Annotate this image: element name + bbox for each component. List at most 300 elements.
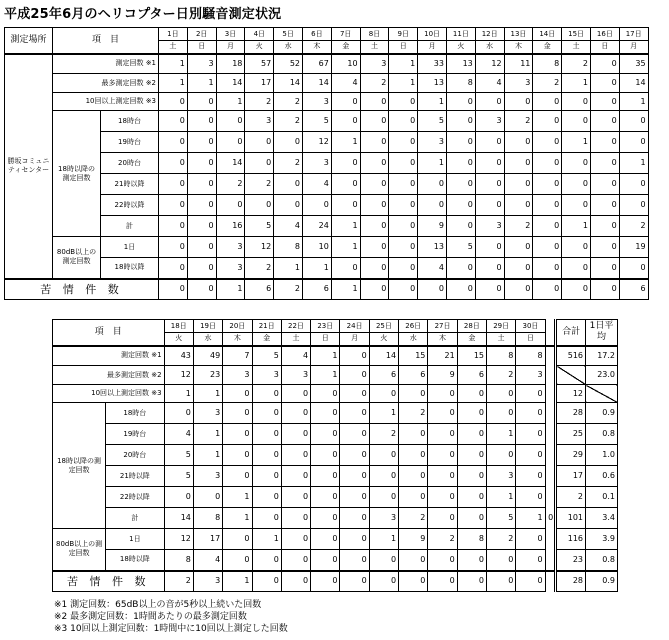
- avg-cell: 0.1: [586, 487, 618, 508]
- footnotes: [54, 599, 288, 635]
- weekday-header: 日: [590, 41, 619, 54]
- weekday-header: 土: [487, 333, 516, 346]
- table-cell: 3: [245, 111, 274, 132]
- table-cell: 0: [399, 487, 428, 508]
- table-cell: 2: [245, 258, 274, 279]
- table-cell: 0: [446, 258, 475, 279]
- table-cell: 0: [159, 237, 188, 258]
- table-cell: 0: [487, 550, 516, 571]
- day-header: 28日: [457, 320, 486, 333]
- table-june-1-17: [4, 27, 649, 300]
- table-cell: 0: [619, 174, 648, 195]
- table-cell: 1: [311, 366, 340, 385]
- table-cell: 0: [590, 237, 619, 258]
- row-label: 計: [106, 508, 164, 529]
- group-after18-label: 18時以降の測定回数: [53, 111, 101, 237]
- table-cell: 1: [159, 54, 188, 74]
- table-cell: 5: [164, 445, 193, 466]
- table-cell: 0: [533, 111, 562, 132]
- table-row: [53, 571, 618, 592]
- day-header: 8日: [360, 28, 389, 41]
- spacer-cell: [545, 550, 556, 571]
- table-cell: 0: [159, 216, 188, 237]
- table-cell: 0: [516, 529, 545, 550]
- table-cell: 6: [369, 366, 398, 385]
- table-cell: 0: [504, 237, 533, 258]
- table-cell: 0: [223, 385, 252, 403]
- table-cell: 0: [516, 445, 545, 466]
- day-header: 26日: [399, 320, 428, 333]
- day-header: 1日: [159, 28, 188, 41]
- table-cell: 0: [533, 174, 562, 195]
- table-cell: 0: [446, 216, 475, 237]
- table-cell: 0: [187, 93, 216, 111]
- table-cell: 0: [340, 466, 369, 487]
- table-cell: 17: [193, 529, 222, 550]
- table-cell: 1: [216, 279, 245, 300]
- table-cell: 0: [223, 445, 252, 466]
- weekday-header: 土: [159, 41, 188, 54]
- table-cell: 9: [418, 216, 447, 237]
- table-cell: 0: [504, 174, 533, 195]
- table-cell: 4: [418, 258, 447, 279]
- table-cell: 0: [331, 93, 360, 111]
- table-cell: 8: [516, 346, 545, 366]
- table-cell: 0: [446, 153, 475, 174]
- table-cell: 0: [590, 195, 619, 216]
- table-cell: 0: [562, 237, 591, 258]
- table-cell: 0: [533, 132, 562, 153]
- row-label: 19時台: [106, 424, 164, 445]
- table-cell: 12: [245, 237, 274, 258]
- table-cell: 0: [369, 571, 398, 592]
- total-cell: 23: [556, 550, 586, 571]
- table-cell: 0: [360, 93, 389, 111]
- row-label: 1日: [101, 237, 159, 258]
- table-cell: 35: [619, 54, 648, 74]
- weekday-header: 木: [428, 333, 457, 346]
- table-cell: 0: [590, 174, 619, 195]
- weekday-header: 火: [245, 41, 274, 54]
- avg-cell: 17.2: [586, 346, 618, 366]
- table-cell: 0: [252, 487, 281, 508]
- table-cell: 0: [562, 153, 591, 174]
- table-cell: 0: [562, 195, 591, 216]
- day-header: 12日: [475, 28, 504, 41]
- table-cell: 0: [516, 466, 545, 487]
- table-cell: 3: [223, 366, 252, 385]
- row-label: 20時台: [106, 445, 164, 466]
- item-header: 項 目: [53, 320, 165, 346]
- weekday-header: 金: [533, 41, 562, 54]
- weekday-header: 水: [274, 41, 303, 54]
- weekday-header: 水: [399, 333, 428, 346]
- table-cell: 3: [193, 466, 222, 487]
- table-cell: 0: [562, 174, 591, 195]
- table-cell: 0: [369, 445, 398, 466]
- weekday-header: 水: [193, 333, 222, 346]
- weekday-header: 土: [562, 41, 591, 54]
- day-header: 22日: [281, 320, 310, 333]
- table-cell: 4: [303, 174, 332, 195]
- table-cell: 13: [418, 74, 447, 93]
- table-cell: 12: [303, 132, 332, 153]
- table-row: [53, 403, 618, 424]
- table-cell: 0: [360, 258, 389, 279]
- table-row: [5, 216, 649, 237]
- table-cell: 0: [457, 403, 486, 424]
- day-header: 5日: [274, 28, 303, 41]
- table-cell: 5: [303, 111, 332, 132]
- table-cell: 0: [187, 216, 216, 237]
- table-cell: 1: [562, 216, 591, 237]
- table-cell: 0: [360, 132, 389, 153]
- table-june-18-30: [52, 319, 618, 592]
- row-label: 22時以降: [101, 195, 159, 216]
- table-cell: 0: [533, 258, 562, 279]
- table-cell: 13: [418, 237, 447, 258]
- table-cell: 0: [360, 153, 389, 174]
- table-row: [53, 550, 618, 571]
- table-cell: 0: [446, 132, 475, 153]
- avg-cell: 0.8: [586, 424, 618, 445]
- table-cell: 8: [457, 529, 486, 550]
- table-row: [53, 366, 618, 385]
- table-cell: 0: [340, 550, 369, 571]
- table-cell: 5: [487, 508, 516, 529]
- row-label: 18時台: [106, 403, 164, 424]
- table-cell: 0: [619, 258, 648, 279]
- table-cell: 43: [164, 346, 193, 366]
- table-cell: 0: [340, 403, 369, 424]
- table-cell: 0: [590, 74, 619, 93]
- day-header: 3日: [216, 28, 245, 41]
- table-cell: 3: [418, 132, 447, 153]
- table-cell: 1: [223, 487, 252, 508]
- table-cell: 8: [193, 508, 222, 529]
- table-cell: 0: [159, 93, 188, 111]
- corner-label: 測定場所: [5, 28, 53, 54]
- table-cell: 0: [446, 174, 475, 195]
- table-cell: 0: [187, 174, 216, 195]
- table-cell: 0: [369, 466, 398, 487]
- table-cell: 0: [274, 132, 303, 153]
- table-cell: 4: [193, 550, 222, 571]
- day-header: 30日: [516, 320, 545, 333]
- row-label: 10回以上測定回数 ※3: [53, 93, 159, 111]
- table-row: [53, 529, 618, 550]
- table-row: [5, 237, 649, 258]
- table-cell: 0: [252, 445, 281, 466]
- table-cell: 0: [399, 445, 428, 466]
- table-cell: 0: [340, 571, 369, 592]
- table-cell: 0: [187, 153, 216, 174]
- table-cell: 1: [418, 93, 447, 111]
- weekday-header: 日: [311, 333, 340, 346]
- table-cell: 2: [562, 54, 591, 74]
- table-cell: 0: [311, 385, 340, 403]
- table-cell: 1: [369, 403, 398, 424]
- table-row: [53, 445, 618, 466]
- table-cell: 12: [475, 54, 504, 74]
- table-cell: 0: [457, 445, 486, 466]
- table-cell: 0: [311, 403, 340, 424]
- table-cell: 0: [369, 550, 398, 571]
- table-cell: 2: [619, 216, 648, 237]
- table-cell: 0: [281, 571, 310, 592]
- table-cell: 1: [389, 74, 418, 93]
- total-cell: 28: [556, 571, 586, 592]
- table-row: [5, 132, 649, 153]
- table-cell: 6: [245, 279, 274, 300]
- table-cell: 2: [369, 424, 398, 445]
- table-cell: 2: [428, 529, 457, 550]
- day-header: 15日: [562, 28, 591, 41]
- table-cell: 67: [303, 54, 332, 74]
- day-header: 7日: [331, 28, 360, 41]
- table-cell: 6: [619, 279, 648, 300]
- table-cell: 0: [311, 424, 340, 445]
- table-cell: 8: [274, 237, 303, 258]
- table-cell: 0: [159, 174, 188, 195]
- table-cell: 1: [562, 132, 591, 153]
- complaints-label: 苦 情 件 数: [5, 279, 159, 300]
- table-cell: 2: [504, 111, 533, 132]
- table-row: [5, 195, 649, 216]
- weekday-header: 火: [369, 333, 398, 346]
- table-cell: 8: [164, 550, 193, 571]
- group-80db-label: 80dB以上の測定回数: [53, 237, 101, 279]
- weekday-header: 月: [340, 333, 369, 346]
- row-label: 18時以降: [106, 550, 164, 571]
- spacer-cell: [545, 445, 556, 466]
- table-cell: 0: [475, 195, 504, 216]
- table-cell: 4: [475, 74, 504, 93]
- table-cell: 0: [475, 279, 504, 300]
- table-cell: 0: [311, 445, 340, 466]
- table-cell: 4: [331, 74, 360, 93]
- table-cell: 1: [619, 153, 648, 174]
- table-cell: 0: [311, 571, 340, 592]
- table-cell: 3: [303, 153, 332, 174]
- total-cell: 12: [556, 385, 586, 403]
- table-row: [53, 385, 618, 403]
- table-cell: 0: [340, 385, 369, 403]
- table-cell: 0: [159, 153, 188, 174]
- table-cell: 3: [475, 111, 504, 132]
- table-cell: 1: [331, 237, 360, 258]
- table-cell: 0: [399, 571, 428, 592]
- table-cell: 0: [504, 195, 533, 216]
- table-cell: 5: [164, 466, 193, 487]
- table-cell: 0: [504, 279, 533, 300]
- table-cell: 0: [331, 174, 360, 195]
- table-cell: 0: [418, 279, 447, 300]
- spacer-cell: [545, 529, 556, 550]
- table-cell: 0: [389, 174, 418, 195]
- day-header: 19日: [193, 320, 222, 333]
- table-cell: 7: [223, 346, 252, 366]
- day-header: 17日: [619, 28, 648, 41]
- table-cell: 2: [164, 571, 193, 592]
- table-cell: 0: [533, 93, 562, 111]
- footnote-3: ※3 10回以上測定回数：1時間中に10回以上測定した回数: [54, 624, 288, 634]
- weekday-header: 日: [516, 333, 545, 346]
- weekday-header: 日: [187, 41, 216, 54]
- avg-cell: 0.9: [586, 403, 618, 424]
- table-cell: 0: [223, 466, 252, 487]
- table-cell: 3: [193, 571, 222, 592]
- table-cell: 0: [252, 550, 281, 571]
- table-row: [5, 111, 649, 132]
- avg-cell: 3.9: [586, 529, 618, 550]
- day-header: 23日: [311, 320, 340, 333]
- table-row: [53, 346, 618, 366]
- table-cell: 10: [331, 54, 360, 74]
- spacer-cell: [545, 403, 556, 424]
- table-cell: 19: [619, 237, 648, 258]
- table-cell: 0: [340, 529, 369, 550]
- total-cell: 116: [556, 529, 586, 550]
- table-cell: 9: [428, 366, 457, 385]
- table-cell: 0: [487, 445, 516, 466]
- spacer-cell: [545, 366, 556, 385]
- table-cell: 5: [446, 237, 475, 258]
- row-label: 18時以降: [101, 258, 159, 279]
- table-cell: 1: [331, 216, 360, 237]
- table-cell: 2: [399, 403, 428, 424]
- table-row: [53, 424, 618, 445]
- table-cell: 0: [281, 385, 310, 403]
- table-cell: 1: [487, 487, 516, 508]
- table-cell: 2: [245, 174, 274, 195]
- row-label: 最多測定回数 ※2: [53, 74, 159, 93]
- location-label: 勝坂コミュニティセンター: [5, 54, 53, 279]
- footnote-2: ※2 最多測定回数：1時間あたりの最多測定回数: [54, 612, 247, 622]
- spacer-cell: [545, 424, 556, 445]
- table-cell: 0: [428, 487, 457, 508]
- spacer-cell: [545, 346, 556, 366]
- day-header: 25日: [369, 320, 398, 333]
- table-row: [5, 54, 649, 74]
- table-cell: 0: [389, 258, 418, 279]
- table-cell: 0: [223, 550, 252, 571]
- day-header: 18日: [164, 320, 193, 333]
- avg-cell: 0.9: [586, 571, 618, 592]
- table-row: [5, 153, 649, 174]
- table-cell: 12: [164, 366, 193, 385]
- table-cell: 0: [428, 550, 457, 571]
- day-header: 2日: [187, 28, 216, 41]
- table-cell: 0: [223, 403, 252, 424]
- table-cell: 0: [533, 195, 562, 216]
- table-cell: 57: [245, 54, 274, 74]
- table-cell: 0: [360, 237, 389, 258]
- table-cell: 0: [399, 550, 428, 571]
- total-cell: 25: [556, 424, 586, 445]
- table-cell: 0: [590, 111, 619, 132]
- table-cell: 0: [418, 174, 447, 195]
- table-cell: 18: [216, 54, 245, 74]
- table-cell: 3: [252, 366, 281, 385]
- row-label: 最多測定回数 ※2: [53, 366, 165, 385]
- total-cell: 17: [556, 466, 586, 487]
- total-cell: 29: [556, 445, 586, 466]
- table-cell: 23: [193, 366, 222, 385]
- table-cell: 0: [360, 111, 389, 132]
- table-cell: 17: [245, 74, 274, 93]
- table-row: [5, 279, 649, 300]
- total-cell: 28: [556, 403, 586, 424]
- table-cell: 3: [516, 366, 545, 385]
- table-cell: 0: [311, 529, 340, 550]
- table-cell: 0: [487, 385, 516, 403]
- table-cell: 1: [252, 529, 281, 550]
- table-cell: 0: [516, 487, 545, 508]
- table-cell: 0: [340, 366, 369, 385]
- table-cell: 6: [303, 279, 332, 300]
- spacer-cell: [545, 571, 556, 592]
- footnote-1: ※1 測定回数：65dB以上の音が5秒以上続いた回数: [54, 600, 262, 610]
- table-row: [53, 487, 618, 508]
- spacer-col: [545, 320, 556, 346]
- table-cell: 0: [281, 466, 310, 487]
- spacer-cell: [545, 385, 556, 403]
- table-cell: 6: [399, 366, 428, 385]
- table-cell: 3: [187, 54, 216, 74]
- table-cell: 0: [389, 132, 418, 153]
- table-cell: 0: [457, 466, 486, 487]
- table-cell: 0: [475, 93, 504, 111]
- table-cell: 0: [360, 195, 389, 216]
- table-cell: 8: [446, 74, 475, 93]
- table-cell: 0: [274, 195, 303, 216]
- day-header: 10日: [418, 28, 447, 41]
- group-after18-label: 18時以降の測定回数: [53, 403, 106, 529]
- table-cell: 0: [360, 279, 389, 300]
- table-cell: 3: [475, 216, 504, 237]
- weekday-header: 木: [223, 333, 252, 346]
- row-label: 18時台: [101, 111, 159, 132]
- table-cell: 0: [475, 237, 504, 258]
- avg-cell: 3.4: [586, 508, 618, 529]
- table-cell: 15: [399, 346, 428, 366]
- table-cell: 0: [311, 550, 340, 571]
- avg-header: 1日平均: [586, 320, 618, 346]
- table-cell: 0: [331, 111, 360, 132]
- table-cell: 14: [619, 74, 648, 93]
- table-cell: 3: [216, 258, 245, 279]
- table-cell: 0: [281, 529, 310, 550]
- table-cell: 0: [223, 529, 252, 550]
- table-cell: 0: [360, 216, 389, 237]
- table-cell: 0: [159, 132, 188, 153]
- row-label: 計: [101, 216, 159, 237]
- day-header: 14日: [533, 28, 562, 41]
- table-cell: 2: [216, 174, 245, 195]
- day-header: 20日: [223, 320, 252, 333]
- table-cell: 0: [428, 424, 457, 445]
- table-cell: 0: [504, 93, 533, 111]
- table-cell: 1: [516, 508, 545, 529]
- table-cell: 0: [164, 487, 193, 508]
- table-cell: 0: [216, 195, 245, 216]
- table-row: [5, 93, 649, 111]
- table-cell: 1: [311, 346, 340, 366]
- table-cell: 0: [399, 385, 428, 403]
- table-cell: 0: [428, 466, 457, 487]
- table-cell: 0: [457, 487, 486, 508]
